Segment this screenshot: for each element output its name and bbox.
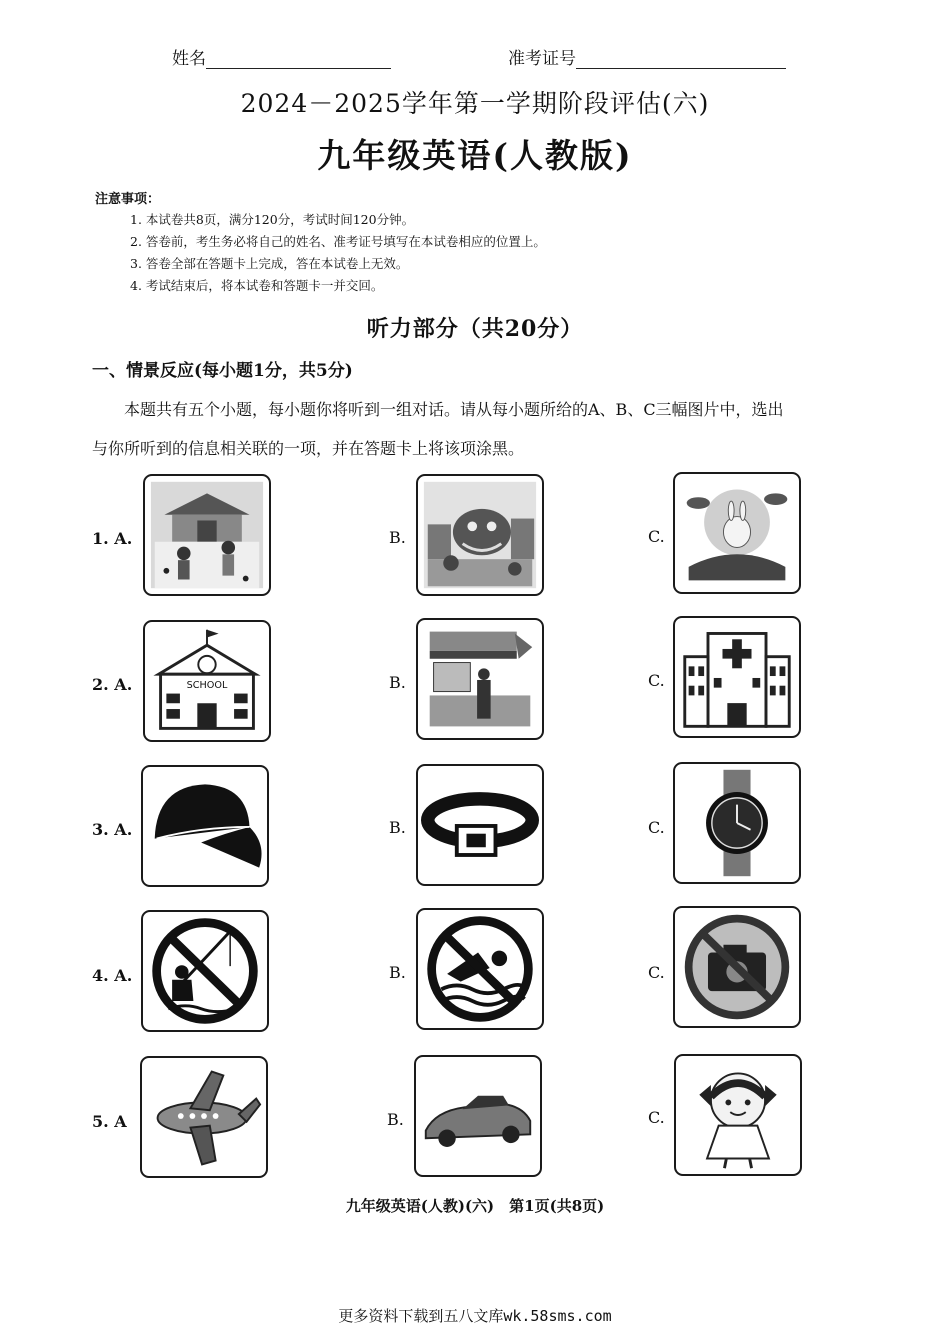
doll-icon — [676, 1056, 800, 1174]
part1-heading: 一、情景反应(每小题1分，共5分) — [92, 361, 353, 381]
q2-option-a[interactable] — [143, 620, 271, 742]
q4-option-a[interactable] — [141, 910, 269, 1032]
q5-label: 5. A — [92, 1112, 127, 1131]
q4-c-label: C. — [648, 963, 665, 982]
q4-label: 4. A. — [92, 966, 133, 985]
school-building-icon — [145, 622, 269, 740]
q1-option-a[interactable] — [143, 474, 271, 596]
note-item: 3. 答卷全部在答题卡上完成，答在本试卷上无效。 — [130, 256, 409, 271]
name-blank — [206, 50, 391, 69]
moon-rabbit-icon — [675, 474, 799, 592]
no-swimming-icon — [418, 910, 542, 1028]
subject-title: 九年级英语(人教版) — [317, 136, 633, 175]
note-item: 2. 答卷前，考生务必将自己的姓名、准考证号填写在本试卷相应的位置上。 — [130, 234, 546, 249]
exam-id-label: 准考证号 — [508, 49, 576, 69]
note-item: 4. 考试结束后，将本试卷和答题卡一并交回。 — [130, 278, 384, 293]
lion-dance-icon — [418, 476, 542, 594]
instruction-line1: 本题共有五个小题，每小题你将听到一组对话。请从每小题所给的A、B、C三幅图片中，选出 — [124, 400, 784, 419]
exam-id-field — [508, 44, 786, 69]
q2-option-c[interactable] — [673, 616, 801, 738]
no-photo-icon — [675, 908, 799, 1026]
q2-option-b[interactable] — [416, 618, 544, 740]
listening-section-title: 听力部分（共20分） — [366, 316, 584, 342]
q5-option-b[interactable] — [414, 1055, 542, 1177]
q3-label: 3. A. — [92, 820, 133, 839]
q1-label: 1. A. — [92, 529, 133, 548]
q2-b-label: B. — [389, 673, 406, 692]
note-item: 1. 本试卷共8页，满分120分，考试时间120分钟。 — [130, 212, 415, 227]
q3-option-b[interactable] — [416, 764, 544, 886]
new-year-scene-icon — [145, 476, 269, 594]
watch-icon — [675, 764, 799, 882]
q3-option-c[interactable] — [673, 762, 801, 884]
q5-option-c[interactable] — [674, 1054, 802, 1176]
q2-label: 2. A. — [92, 675, 133, 694]
school-sign: SCHOOL — [186, 679, 228, 691]
q1-b-label: B. — [389, 528, 406, 547]
belt-icon — [418, 766, 542, 884]
notes-heading: 注意事项： — [95, 192, 161, 207]
no-fishing-icon — [143, 912, 267, 1030]
q4-option-c[interactable] — [673, 906, 801, 1028]
exam-id-blank — [576, 50, 786, 69]
toy-car-icon — [416, 1057, 540, 1175]
name-field — [172, 44, 391, 69]
q5-c-label: C. — [648, 1108, 665, 1127]
q1-option-b[interactable] — [416, 474, 544, 596]
exam-title: 2024－2025学年第一学期阶段评估(六) — [240, 89, 710, 118]
q1-c-label: C. — [648, 527, 665, 546]
download-banner[interactable]: 更多资料下载到五八文库wk.58sms.com — [338, 1307, 612, 1325]
q4-option-b[interactable] — [416, 908, 544, 1030]
q4-b-label: B. — [389, 963, 406, 982]
cap-icon — [143, 767, 267, 885]
toy-plane-icon — [142, 1058, 266, 1176]
q1-option-c[interactable] — [673, 472, 801, 594]
hospital-icon — [675, 618, 799, 736]
instruction-line2: 与你所听到的信息相关联的一项，并在答题卡上将该项涂黑。 — [92, 439, 525, 458]
q5-option-a[interactable] — [140, 1056, 268, 1178]
q2-c-label: C. — [648, 671, 665, 690]
q3-c-label: C. — [648, 818, 665, 837]
shop-icon — [418, 620, 542, 738]
q3-b-label: B. — [389, 818, 406, 837]
page-footer: 九年级英语(人教)(六) 第1页(共8页) — [345, 1197, 605, 1215]
q5-b-label: B. — [387, 1110, 404, 1129]
name-label: 姓名 — [172, 49, 206, 69]
q3-option-a[interactable] — [141, 765, 269, 887]
